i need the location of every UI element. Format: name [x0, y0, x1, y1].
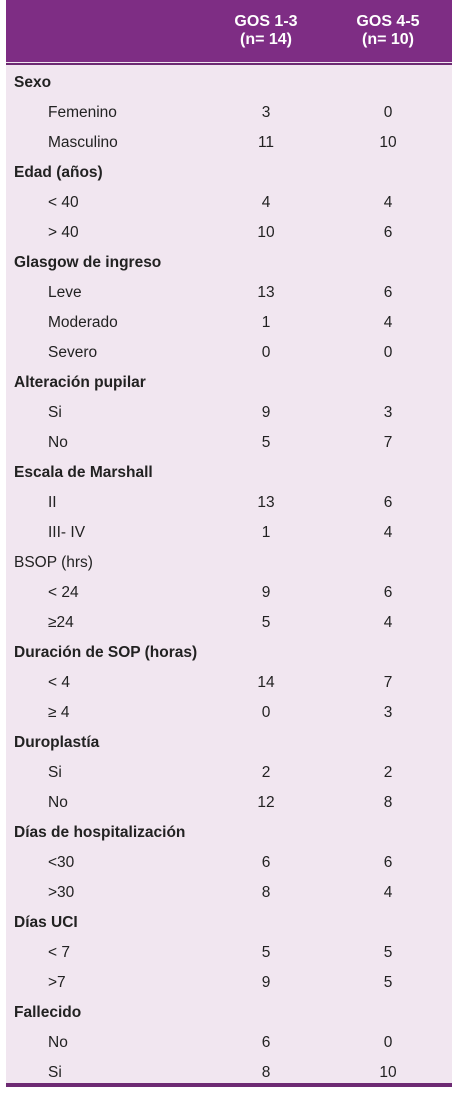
gos-1-3-value: 5	[261, 434, 271, 451]
table-row	[6, 758, 452, 788]
gos-4-5-value: 6	[383, 284, 393, 301]
table-header	[6, 0, 452, 62]
row-label: No	[48, 794, 68, 811]
gos-1-3-value: 9	[261, 974, 271, 991]
category-row	[6, 908, 452, 938]
category-label: Duroplastía	[14, 734, 100, 751]
header-gos-1-3-title: GOS 1-3	[234, 13, 298, 30]
row-label: Masculino	[48, 134, 118, 151]
gos-4-5-value: 3	[383, 404, 393, 421]
gos-4-5-value: 6	[383, 224, 393, 241]
table-row	[6, 518, 452, 548]
gos-4-5-value: 4	[383, 614, 393, 631]
row-label: Leve	[48, 284, 82, 301]
gos-4-5-value: 4	[383, 884, 393, 901]
table-row	[6, 428, 452, 458]
row-label: < 7	[48, 944, 70, 961]
header-gos-1-3	[211, 13, 321, 49]
row-label: Si	[48, 1064, 62, 1081]
gos-1-3-value: 8	[261, 1064, 271, 1081]
category-label: Alteración pupilar	[14, 374, 146, 391]
gos-4-5-value: 7	[383, 434, 393, 451]
gos-1-3-value: 10	[257, 224, 275, 241]
gos-4-5-value: 8	[383, 794, 393, 811]
gos-4-5-value: 4	[383, 314, 393, 331]
header-divider	[6, 63, 452, 65]
gos-1-3-value: 11	[257, 134, 275, 151]
gos-4-5-value: 7	[383, 674, 393, 691]
row-label: < 24	[48, 584, 79, 601]
category-label: Escala de Marshall	[14, 464, 153, 481]
gos-1-3-value: 13	[257, 284, 275, 301]
gos-4-5-value: 6	[383, 584, 393, 601]
table-row	[6, 608, 452, 638]
category-label: Fallecido	[14, 1004, 82, 1021]
gos-4-5-value: 0	[383, 104, 393, 121]
category-label: BSOP (hrs)	[14, 554, 93, 571]
row-label: >7	[48, 974, 66, 991]
row-label: III- IV	[48, 524, 86, 541]
table-row	[6, 968, 452, 998]
row-label: < 40	[48, 194, 79, 211]
gos-1-3-value: 3	[261, 104, 271, 121]
row-label: ≥24	[48, 614, 74, 631]
table-row	[6, 1028, 452, 1058]
table-row	[6, 848, 452, 878]
category-row	[6, 548, 452, 578]
category-label: Edad (años)	[14, 164, 103, 181]
row-label: Femenino	[48, 104, 117, 121]
gos-1-3-value: 12	[257, 794, 275, 811]
gos-1-3-value: 4	[261, 194, 271, 211]
category-label: Días de hospitalización	[14, 824, 186, 841]
category-row	[6, 158, 452, 188]
gos-1-3-value: 9	[261, 404, 271, 421]
gos-4-5-value: 10	[379, 134, 397, 151]
data-table	[6, 0, 452, 1087]
gos-4-5-value: 6	[383, 494, 393, 511]
gos-4-5-value: 6	[383, 854, 393, 871]
row-label: < 4	[48, 674, 70, 691]
row-label: > 40	[48, 224, 79, 241]
row-label: ≥ 4	[48, 704, 70, 721]
row-label: No	[48, 434, 68, 451]
gos-1-3-value: 8	[261, 884, 271, 901]
header-gos-1-3-count: (n= 14)	[239, 31, 292, 48]
gos-1-3-value: 0	[261, 344, 271, 361]
gos-1-3-value: 5	[261, 944, 271, 961]
gos-4-5-value: 5	[383, 944, 393, 961]
gos-4-5-value: 0	[383, 344, 393, 361]
gos-1-3-value: 1	[261, 524, 271, 541]
category-row	[6, 458, 452, 488]
gos-1-3-value: 6	[261, 1034, 271, 1051]
gos-1-3-value: 0	[261, 704, 271, 721]
category-row	[6, 728, 452, 758]
gos-1-3-value: 5	[261, 614, 271, 631]
table-row	[6, 188, 452, 218]
table-row	[6, 698, 452, 728]
row-label: >30	[48, 884, 75, 901]
table-row	[6, 788, 452, 818]
table-row	[6, 128, 452, 158]
category-row	[6, 68, 452, 98]
gos-1-3-value: 9	[261, 584, 271, 601]
gos-4-5-value: 2	[383, 764, 393, 781]
row-label: II	[48, 494, 57, 511]
gos-4-5-value: 4	[383, 524, 393, 541]
category-label: Glasgow de ingreso	[14, 254, 162, 271]
gos-1-3-value: 2	[261, 764, 271, 781]
gos-4-5-value: 3	[383, 704, 393, 721]
category-row	[6, 248, 452, 278]
table-row	[6, 878, 452, 908]
category-row	[6, 818, 452, 848]
header-gos-4-5-title: GOS 4-5	[356, 13, 420, 30]
gos-4-5-value: 10	[379, 1064, 397, 1081]
table-row	[6, 488, 452, 518]
table-body	[6, 68, 452, 1088]
gos-1-3-value: 14	[257, 674, 275, 691]
category-row	[6, 998, 452, 1028]
gos-4-5-value: 5	[383, 974, 393, 991]
gos-1-3-value: 13	[257, 494, 275, 511]
table-row	[6, 98, 452, 128]
header-gos-4-5-count: (n= 10)	[361, 31, 414, 48]
table-row	[6, 938, 452, 968]
table-row	[6, 308, 452, 338]
table-bottom-rule	[6, 1083, 452, 1087]
category-row	[6, 638, 452, 668]
row-label: Moderado	[48, 314, 118, 331]
category-label: Sexo	[14, 74, 52, 91]
table-row	[6, 398, 452, 428]
row-label: No	[48, 1034, 68, 1051]
gos-1-3-value: 6	[261, 854, 271, 871]
gos-1-3-value: 1	[261, 314, 271, 331]
category-row	[6, 368, 452, 398]
row-label: Severo	[48, 344, 98, 361]
table-row	[6, 668, 452, 698]
row-label: <30	[48, 854, 75, 871]
table-row	[6, 338, 452, 368]
category-label: Duración de SOP (horas)	[14, 644, 198, 661]
table-row	[6, 578, 452, 608]
category-label: Días UCI	[14, 914, 78, 931]
table-row	[6, 218, 452, 248]
row-label: Si	[48, 764, 62, 781]
row-label: Si	[48, 404, 62, 421]
gos-4-5-value: 4	[383, 194, 393, 211]
header-gos-4-5	[333, 13, 443, 49]
table-row	[6, 278, 452, 308]
gos-4-5-value: 0	[383, 1034, 393, 1051]
